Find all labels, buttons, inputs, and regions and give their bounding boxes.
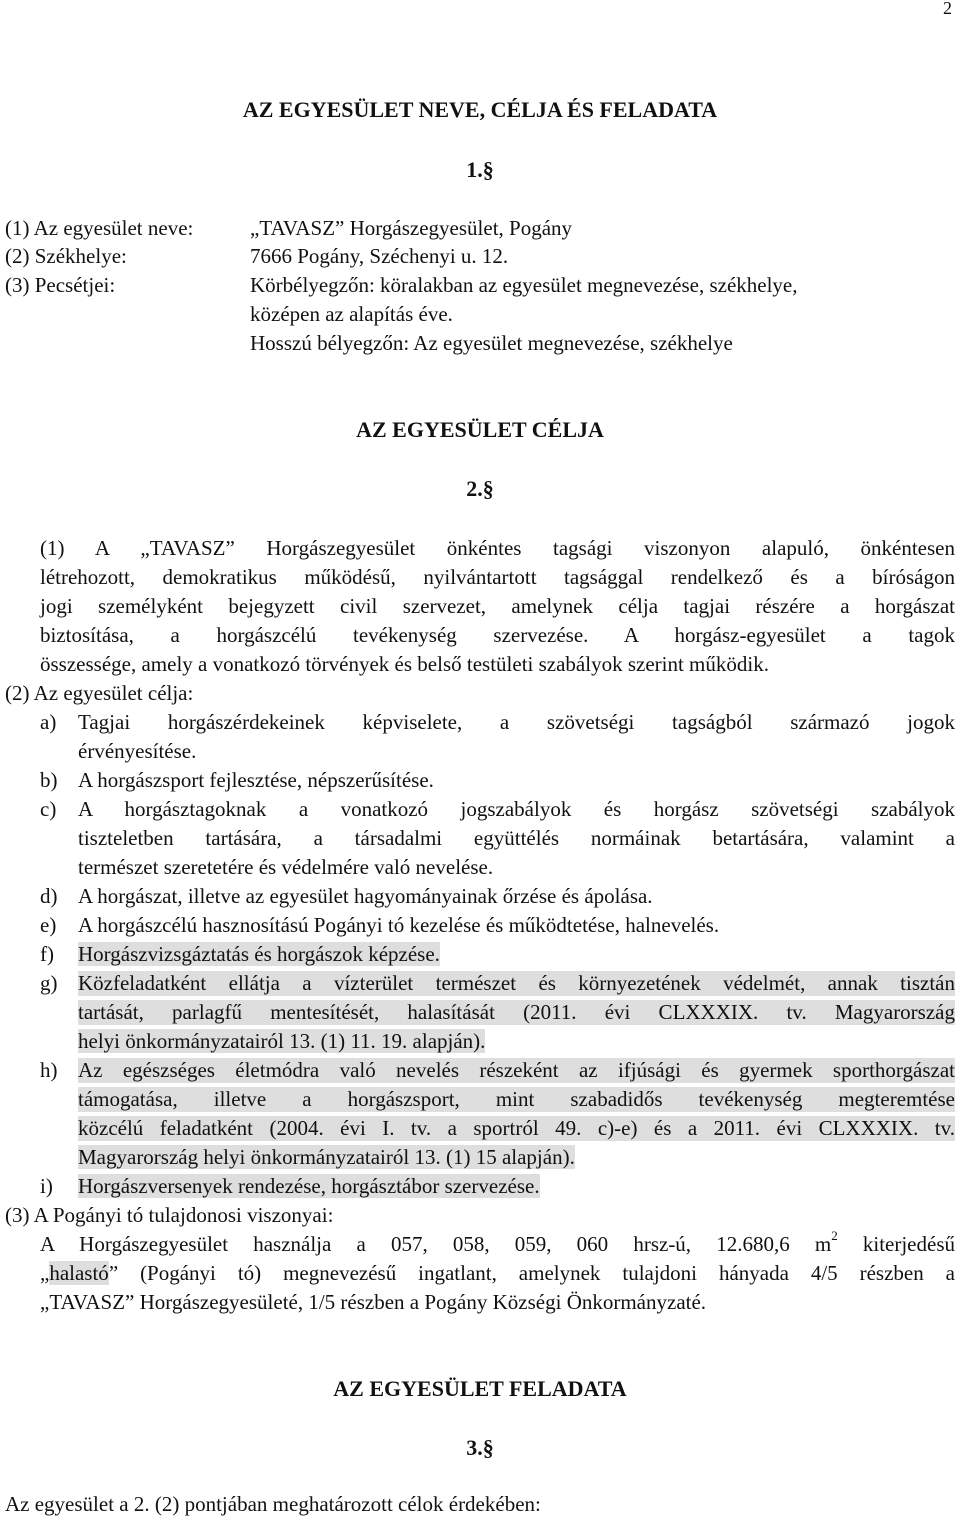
row-label: (3) Pecsétjei: — [5, 273, 116, 297]
item-mark-i: i) — [40, 1174, 53, 1198]
item-line: közcélú feladatként (2004. évi I. tv. a sportról 49. c)-e) és a 2011. évi CLXXXIX. tv. — [78, 1116, 955, 1140]
item-line: A horgászat, illetve az egyesület hagyományainak őrzése és ápolása. — [78, 884, 653, 908]
row-value: Hosszú bélyegzőn: Az egyesület megnevezése, székhelye — [250, 331, 733, 355]
item-line: Horgászvizsgáztatás és horgászok képzése. — [78, 942, 440, 966]
item-mark-c: c) — [40, 797, 57, 821]
p3-line-3: „TAVASZ” Horgászegyesületé, 1/5 részben a Pogány Községi Önkormányzaté. — [40, 1290, 707, 1314]
item-mark-h: h) — [40, 1058, 58, 1082]
section-title-task: AZ EGYESÜLET FELADATA — [333, 1376, 627, 1401]
p1-line: létrehozott, demokratikus működésű, nyilvántartott tagsággal rendelkező és a bíróságon — [40, 565, 955, 589]
item-mark-e: e) — [40, 913, 57, 937]
item-line: helyi önkormányzatairól 13. (1) 11. 19. alapján). — [78, 1029, 486, 1053]
p1-line: biztosítása, a horgászcélú tevékenység szervezése. A horgász-egyesület a tagok — [40, 623, 955, 647]
item-line: A horgásztagoknak a vonatkozó jogszabályok és horgász szövetségi szabályok — [78, 797, 955, 821]
p3-line-1: A Horgászegyesület használja a 057, 058, 059, 060 hrsz-ú, 12.680,6 $m^2$ kiterjedésű — [40, 1228, 955, 1256]
row-value: Körbélyegzőn: köralakban az egyesület megnevezése, székhelye, — [250, 273, 798, 297]
paragraph-number-2: 2.§ — [466, 476, 494, 501]
p3-line-2: „halastó” (Pogányi tó) megnevezésű ingatlant, amelynek tulajdoni hányada 4/5 részben a — [40, 1261, 955, 1285]
p2-intro: (2) Az egyesület célja: — [5, 681, 194, 705]
s3-intro: Az egyesület a 2. (2) pontjában meghatározott célok érdekében: — [5, 1492, 541, 1516]
item-line: Közfeladatként ellátja a vízterület természet és környezetének védelmét, annak tisztán — [78, 971, 955, 995]
item-line: érvényesítése. — [78, 739, 197, 763]
p1-line: összessége, amely a vonatkozó törvények és belső testületi szabályok szerint működik. — [40, 652, 769, 676]
paragraph-number-3: 3.§ — [466, 1435, 494, 1460]
row-value: 7666 Pogány, Széchenyi u. 12. — [250, 244, 509, 268]
section-title-goal: AZ EGYESÜLET CÉLJA — [356, 417, 604, 442]
item-line: Horgászversenyek rendezése, horgásztábor szervezése. — [78, 1174, 540, 1198]
row-value: „TAVASZ” Horgászegyesület, Pogány — [250, 216, 573, 240]
page-number: 2 — [943, 0, 952, 18]
p1-line: jogi személyként bejegyzett civil szervezet, amelynek célja tagjai részére a horgászat — [40, 594, 955, 618]
item-mark-g: g) — [40, 971, 58, 995]
item-mark-a: a) — [40, 710, 57, 734]
p3-intro: (3) A Pogányi tó tulajdonosi viszonyai: — [5, 1203, 334, 1227]
superscript-2: 2 — [831, 1228, 838, 1243]
item-line: A horgászsport fejlesztése, népszerűsítése. — [78, 768, 434, 792]
item-line: A horgászcélú hasznosítású Pogányi tó kezelése és működtetése, halnevelés. — [78, 913, 720, 937]
row-label: (2) Székhelye: — [5, 244, 127, 268]
item-line: támogatása, illetve a horgászsport, mint szabadidős tevékenység megteremtése — [78, 1087, 955, 1111]
item-line: Tagjai horgászérdekeinek képviselete, a szövetségi tagságból származó jogok — [78, 710, 955, 734]
item-line: Az egészséges életmódra való nevelés részeként az ifjúsági és gyermek sporthorgászat — [78, 1058, 955, 1082]
item-line: természet szeretetére és védelmére való nevelése. — [78, 855, 494, 879]
row-value: középen az alapítás éve. — [250, 302, 453, 326]
p1-line: (1) A „TAVASZ” Horgászegyesület önkéntes tagsági viszonyon alapuló, önkéntesen — [40, 536, 955, 560]
paragraph-number-1: 1.§ — [466, 157, 494, 182]
row-label: (1) Az egyesület neve: — [5, 216, 194, 240]
item-line: tiszteletben tartására, a társadalmi együttélés normáinak betartására, valamint a — [78, 826, 955, 850]
item-mark-d: d) — [40, 884, 58, 908]
item-mark-b: b) — [40, 768, 58, 792]
item-mark-f: f) — [40, 942, 54, 966]
item-line: Magyarország helyi önkormányzatairól 13. (1) 15 alapján). — [78, 1145, 575, 1169]
highlight-halasto: halastó — [49, 1261, 109, 1285]
item-line: tartását, parlagfű mentesítését, halasítását (2011. évi CLXXXIX. tv. Magyarország — [78, 1000, 955, 1024]
section-title-name: AZ EGYESÜLET NEVE, CÉLJA ÉS FELADATA — [242, 97, 718, 122]
